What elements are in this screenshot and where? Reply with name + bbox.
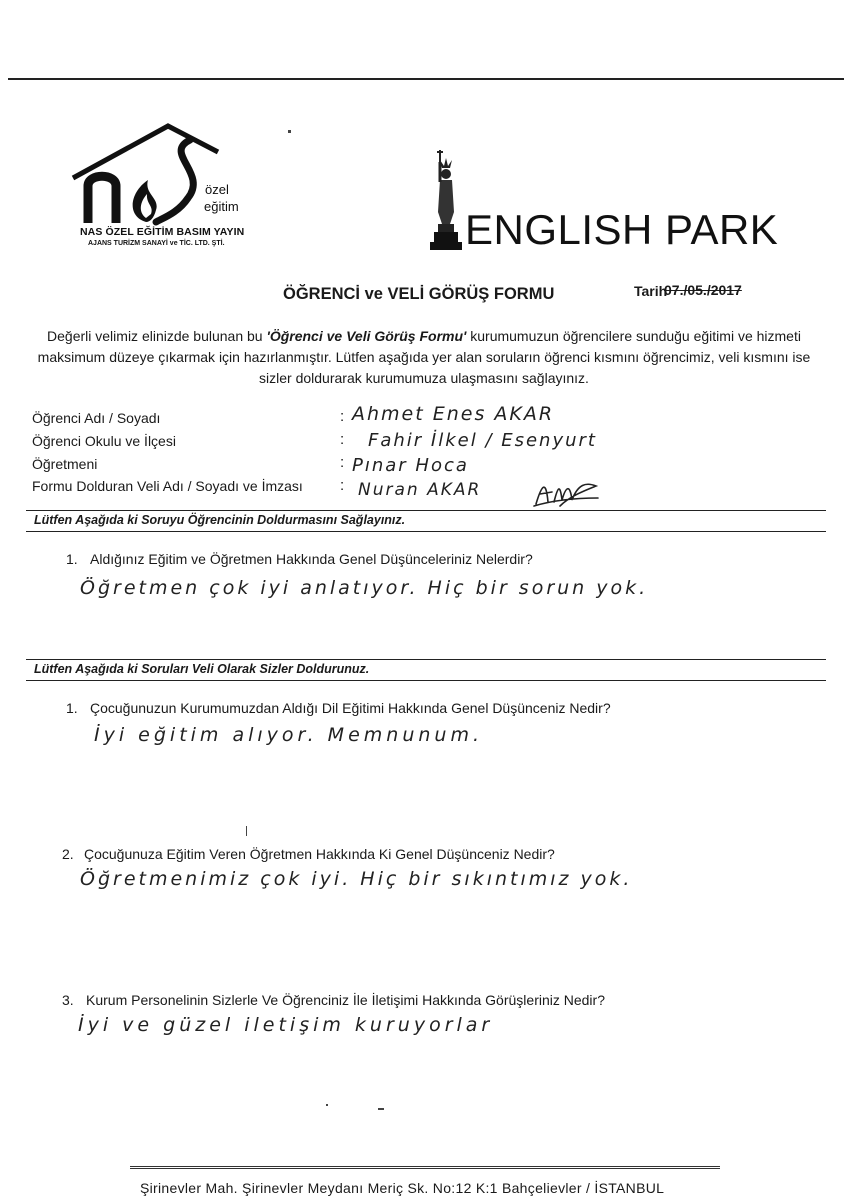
parent-answer-3: İyi ve güzel iletişim kuruyorlar (78, 1014, 494, 1036)
parent-answer-2: Öğretmenimiz çok iyi. Hiç bir sıkıntımız yok. (80, 868, 633, 890)
intro-text-1: Değerli velimiz elinizde bulunan bu (47, 328, 267, 344)
date-label: Tarih (634, 283, 668, 299)
logo-company-line2: AJANS TURİZM SANAYİ ve TİC. LTD. ŞTİ. (88, 240, 225, 247)
parent-answer-1: İyi eğitim alıyor. Memnunum. (94, 724, 483, 746)
field-label-parent: Formu Dolduran Veli Adı / Soyadı ve İmzası (32, 478, 303, 494)
footer-divider (130, 1166, 720, 1169)
top-divider (8, 78, 844, 80)
student-section-header (26, 510, 826, 532)
student-section-title: Lütfen Aşağıda ki Soruyu Öğrencinin Doldurmasını Sağlayınız. (34, 513, 406, 527)
form-title: ÖĞRENCİ ve VELİ GÖRÜŞ FORMU (283, 285, 555, 303)
field-label-student-name: Öğrenci Adı / Soyadı (32, 410, 161, 426)
scan-speck (326, 1104, 328, 1106)
colon-mark: : (340, 431, 345, 448)
student-question-number: 1. (66, 551, 78, 567)
scan-speck (288, 130, 291, 133)
parent-question-1: Çocuğunuzun Kurumumuzdan Aldığı Dil Eğitimi Hakkında Genel Düşünceniz Nedir? (90, 700, 611, 716)
parent-question-number-1: 1. (66, 700, 78, 716)
parent-section-header (26, 659, 826, 681)
date-value: 07./05./2017 (664, 282, 742, 298)
teacher-value: Pınar Hoca (352, 455, 469, 476)
intro-paragraph (28, 326, 820, 389)
intro-form-name: 'Öğrenci ve Veli Görüş Formu' (266, 328, 467, 344)
scan-speck (246, 826, 247, 836)
student-answer-1: Öğretmen çok iyi anlatıyor. Hiç bir sorun yok. (80, 577, 649, 599)
parent-question-number-2: 2. (62, 846, 74, 862)
footer-address: Şirinevler Mah. Şirinevler Meydanı Meriç Sk. No:12 K:1 Bahçelievler / İSTANBUL (140, 1180, 665, 1196)
english-park-logo: ENGLISH PARK (465, 206, 779, 253)
parent-question-2: Çocuğunuza Eğitim Veren Öğretmen Hakkında Ki Genel Düşünceniz Nedir? (84, 846, 555, 862)
student-name-value: Ahmet Enes AKAR (352, 403, 555, 425)
field-label-school: Öğrenci Okulu ve İlçesi (32, 433, 176, 449)
parent-signature (530, 476, 602, 510)
parent-section-title: Lütfen Aşağıda ki Soruları Veli Olarak Sizler Doldurunuz. (34, 662, 370, 676)
statue-of-liberty-icon (426, 146, 466, 250)
colon-mark: : (340, 477, 345, 494)
logo-company-line1: NAS ÖZEL EĞİTİM BASIM YAYIN (80, 226, 245, 238)
logo-ozel-text: özel (205, 182, 229, 197)
parent-question-3: Kurum Personelinin Sizlerle Ve Öğrenciniz İle İletişimi Hakkında Görüşleriniz Nedir? (86, 992, 605, 1008)
intro-text-2: kurumumuzun öğrencilere sunduğu eğitimi ve hizmeti maksimum düzeye çıkarmak için hazırlanmıştır. Lütfen aşağıda yer alan soruların öğrenci kısmını öğrencimiz, veli kısmını ise sizler doldurarak kurumumuza ulaşmasını sağlayınız. (37, 328, 811, 386)
school-value: Fahir İlkel / Esenyurt (368, 430, 597, 451)
field-label-teacher: Öğretmeni (32, 456, 98, 472)
logo-egitim-text: eğitim (204, 199, 239, 214)
colon-mark: : (340, 454, 345, 471)
colon-mark: : (340, 408, 345, 425)
parent-name-value: Nuran AKAR (358, 480, 482, 500)
scan-speck (378, 1108, 384, 1110)
student-question-1: Aldığınız Eğitim ve Öğretmen Hakkında Genel Düşünceleriniz Nelerdir? (90, 551, 533, 567)
parent-question-number-3: 3. (62, 992, 74, 1008)
